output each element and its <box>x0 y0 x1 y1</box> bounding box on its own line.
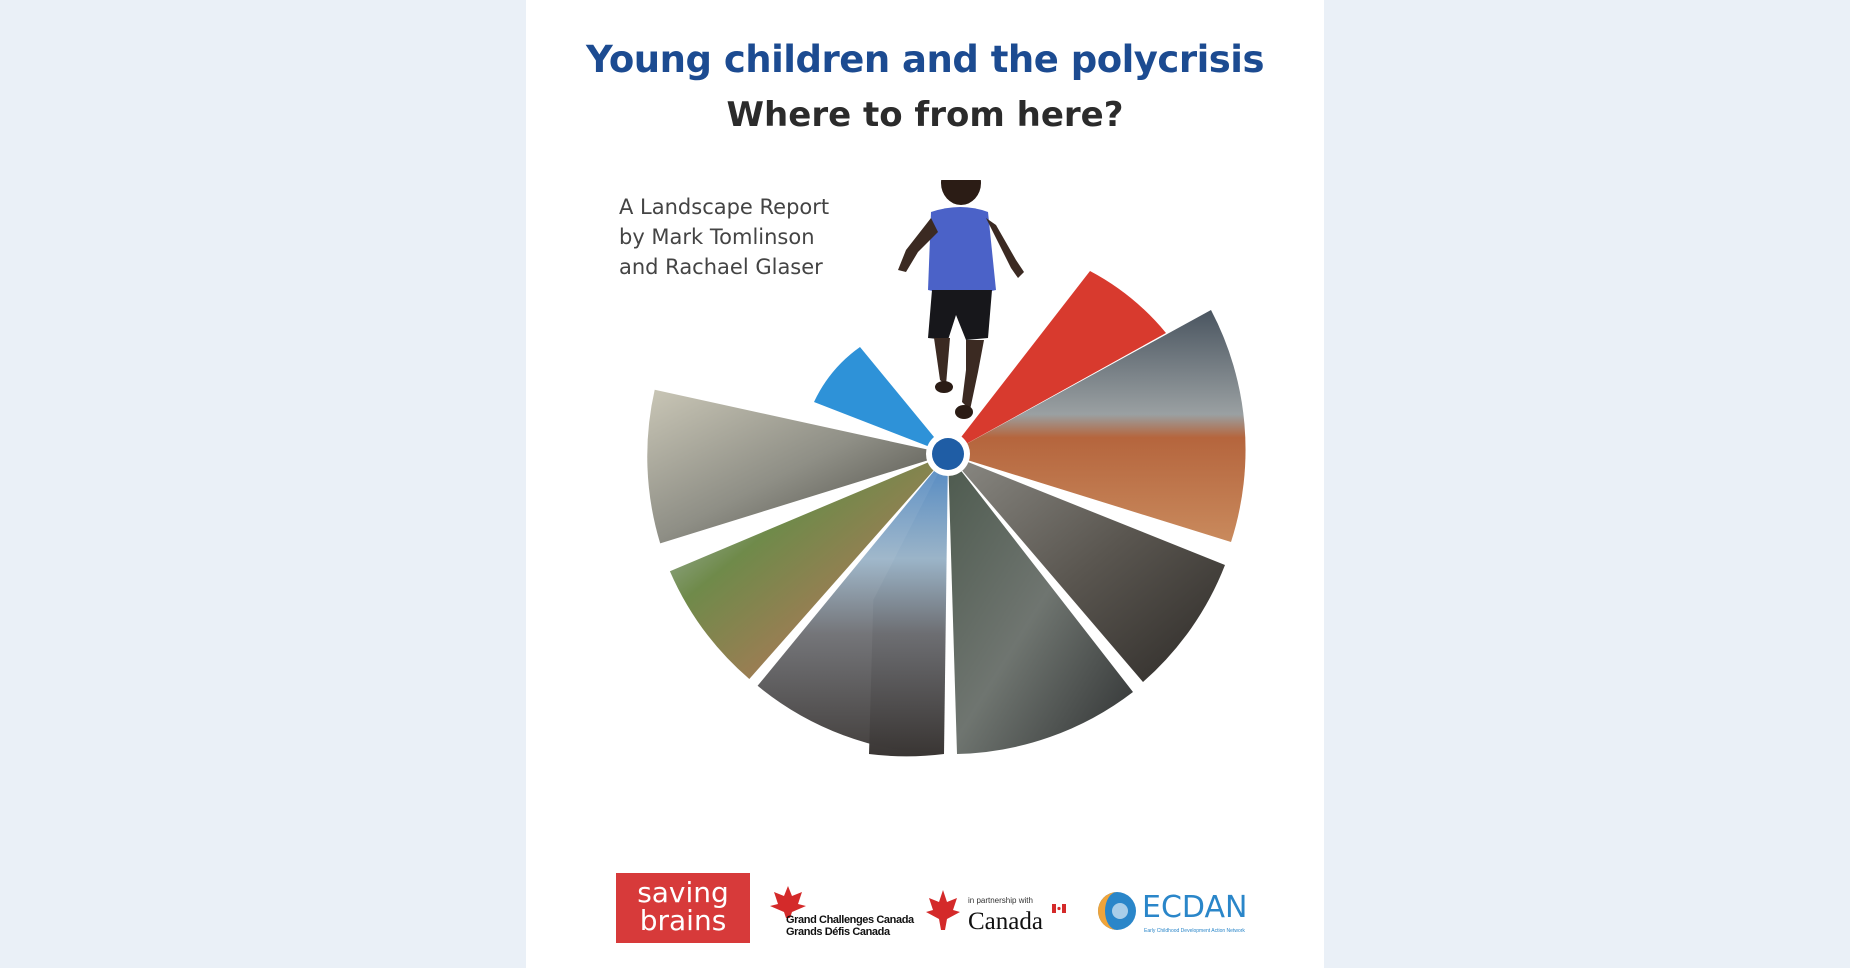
canada-flag-icon <box>1052 904 1066 913</box>
hub-center <box>932 438 964 470</box>
saving-brains-line-1: saving <box>637 876 729 909</box>
ecdan-logo <box>1094 888 1254 948</box>
byline-line-3: and Rachael Glaser <box>619 255 823 279</box>
ecdan-tagline: Early Childhood Development Action Network <box>1144 928 1245 934</box>
fan-illustration <box>526 180 1324 860</box>
ecdan-globe-icon <box>1096 890 1138 932</box>
report-cover <box>526 0 1324 968</box>
ecdan-name: ECDAN <box>1142 890 1248 925</box>
canada-tagline: in partnership with <box>968 896 1033 905</box>
byline-line-2: by Mark Tomlinson <box>619 225 815 249</box>
maple-leaf-icon <box>768 884 808 918</box>
gcc-line-1: Grand Challenges Canada <box>786 914 914 926</box>
cover-subtitle: Where to from here? <box>726 95 1124 135</box>
byline-line-1: A Landscape Report <box>619 195 830 219</box>
saving-brains-line-2: brains <box>639 904 727 937</box>
saving-brains-logo <box>616 873 750 943</box>
canada-partnership-logo <box>926 880 1086 940</box>
gcc-line-2: Grands Défis Canada <box>786 926 890 938</box>
cover-title: Young children and the polycrisis <box>585 38 1265 81</box>
canada-maple-leaf-icon <box>926 888 960 932</box>
canada-wordmark: Canada <box>968 908 1043 935</box>
